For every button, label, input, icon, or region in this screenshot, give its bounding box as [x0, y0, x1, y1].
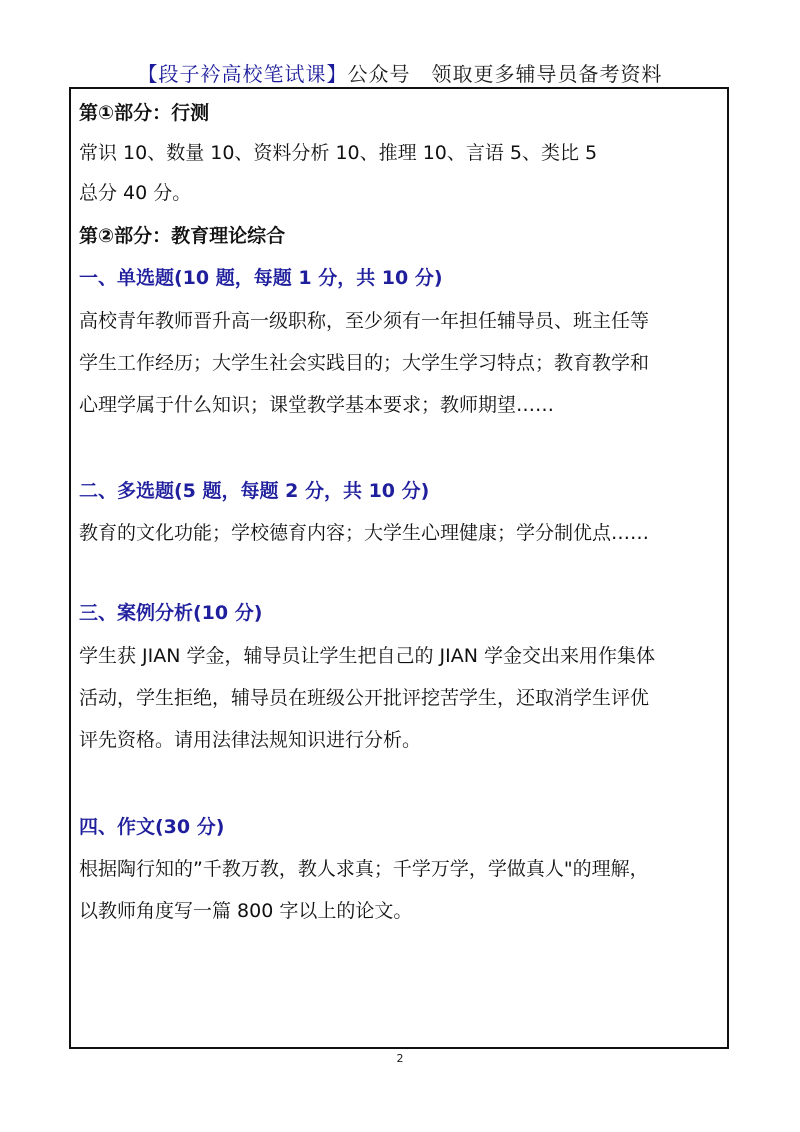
page-number: 2 — [396, 1052, 404, 1065]
section-line: 高校青年教师晋升高一级职称，至少须有一年担任辅导员、班主任等 — [79, 310, 650, 332]
section-line: 学生工作经历；大学生社会实践目的；大学生学习特点；教育教学和 — [79, 352, 650, 374]
section-line: 根据陶行知的”千教万教，教人求真；千学万学，学做真人"的理解， — [79, 858, 649, 880]
part1-total: 总分 40 分。 — [79, 182, 192, 204]
page-header — [0, 62, 800, 86]
part2-title: 第②部分：教育理论综合 — [79, 225, 286, 247]
section-heading-essay: 四、作文(30 分) — [79, 816, 225, 838]
section-line: 活动，学生拒绝，辅导员在班级公开批评挖苦学生，还取消学生评优 — [79, 687, 650, 709]
content-frame — [69, 87, 729, 1049]
section-line: 心理学属于什么知识；课堂教学基本要求；教师期望…… — [79, 394, 555, 416]
section-line: 学生获 JIAN 学金，辅导员让学生把自己的 JIAN 学金交出来用作集体 — [79, 645, 655, 667]
header-brand: 【段子衿高校笔试课】 — [137, 62, 348, 86]
section-heading-case-analysis: 三、案例分析(10 分) — [79, 602, 263, 624]
section-line: 以教师角度写一篇 800 字以上的论文。 — [79, 900, 413, 922]
section-heading-single-choice: 一、单选题(10 题，每题 1 分，共 10 分) — [79, 267, 443, 289]
section-line: 评先资格。请用法律法规知识进行分析。 — [79, 729, 422, 751]
part1-title: 第①部分：行测 — [79, 102, 210, 124]
section-line: 教育的文化功能；学校德育内容；大学生心理健康；学分制优点…… — [79, 522, 650, 544]
header-promo: 公众号 领取更多辅导员备考资料 — [347, 62, 663, 86]
part1-composition: 常识 10、数量 10、资料分析 10、推理 10、言语 5、类比 5 — [79, 142, 598, 164]
section-heading-multiple-choice: 二、多选题(5 题，每题 2 分，共 10 分) — [79, 480, 430, 502]
